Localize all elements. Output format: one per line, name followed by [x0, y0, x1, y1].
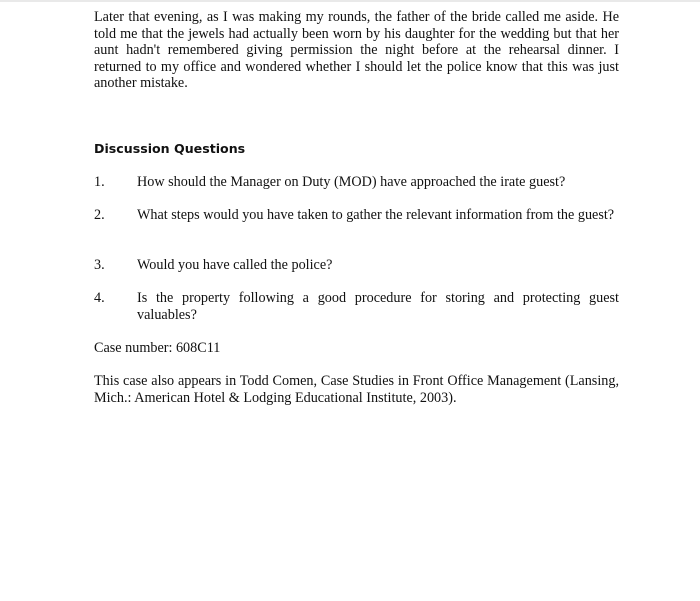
question-number: 2.	[94, 207, 105, 223]
question-text: Is the property following a good procedure for storing and protecting guest valuables?	[137, 290, 619, 323]
source-note: This case also appears in Todd Comen, Case Studies in Front Office Management (Lansing, Mich.: American Hotel & Lodging Educational Institute, 2003).	[94, 373, 619, 406]
question-number: 4.	[94, 290, 105, 306]
page-top-edge	[0, 0, 700, 2]
question-text: What steps would you have taken to gather the relevant information from the guest?	[137, 207, 615, 223]
document-page	[94, 9, 619, 406]
question-number: 3.	[94, 257, 105, 273]
question-text: Would you have called the police?	[137, 257, 333, 273]
question-item-1	[94, 174, 619, 191]
question-text: How should the Manager on Duty (MOD) have approached the irate guest?	[137, 174, 566, 190]
narrative-paragraph: Later that evening, as I was making my rounds, the father of the bride called me aside. He told me that the jewels had actually been worn by his daughter for the wedding but that her aunt hadn't remembered giving permission the night before at the rehearsal dinner. I returned to my office and wondered whether I should let the police know that this was just another mistake.	[94, 9, 619, 91]
question-number: 1.	[94, 174, 105, 190]
question-item-3	[94, 257, 619, 274]
question-item-4	[94, 290, 619, 323]
case-number: Case number: 608C11	[94, 340, 221, 356]
discussion-questions-heading: Discussion Questions	[94, 141, 246, 156]
question-item-2	[94, 207, 619, 224]
